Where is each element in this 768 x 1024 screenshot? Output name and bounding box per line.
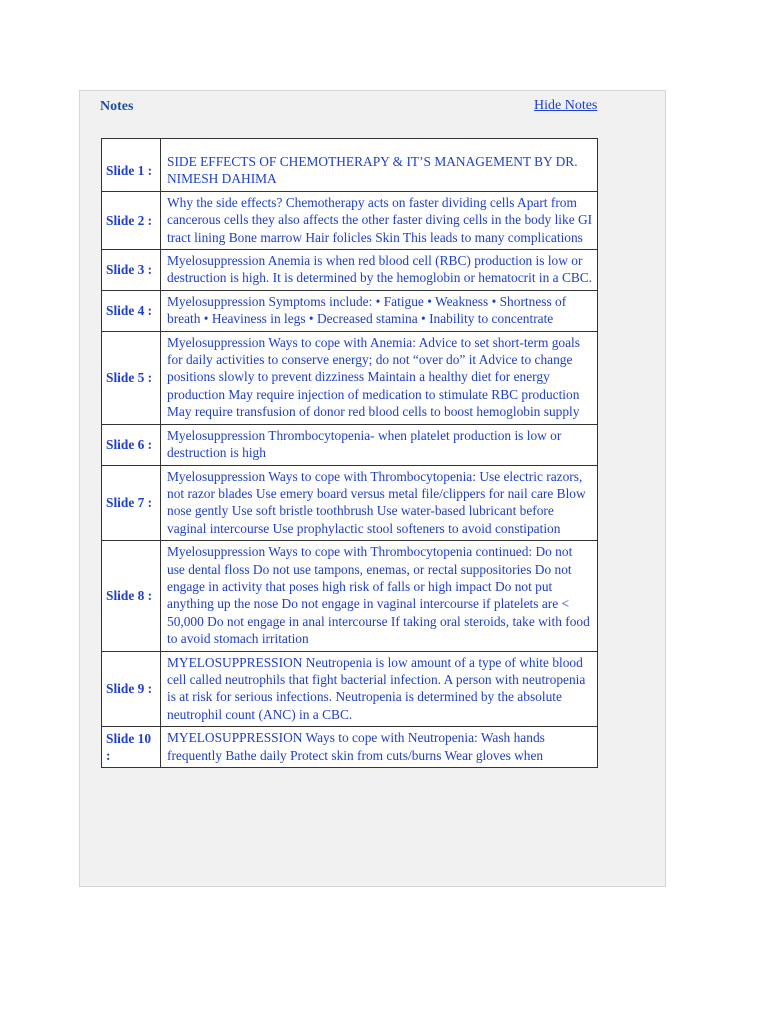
slide-note-text: Myelosuppression Anemia is when red blood cell (RBC) production is low or destruction is high. It is determined by the hemoglobin or hematocrit in a CBC. [161, 250, 598, 291]
notes-title: Notes [100, 99, 134, 114]
slide-label: Slide 1 : [102, 151, 161, 191]
table-row [102, 250, 598, 291]
hide-notes-link[interactable]: Hide Notes [534, 98, 598, 113]
table-row [102, 331, 598, 424]
slide-note-text: Myelosuppression Ways to cope with Thrombocytopenia continued: Do not use dental floss Do not use tampons, enemas, or rectal suppositories Do not engage in activity that poses high risk of falls or high impact Do not put anything up the nose Do not engage in vaginal intercourse if platelets are < 50,000 Do not engage in anal intercourse If taking oral steroids, take with food to avoid stomach irritation [161, 541, 598, 651]
slide-label: Slide 10 : [102, 727, 161, 768]
slide-label: Slide 4 : [102, 290, 161, 331]
slide-label: Slide 9 : [102, 651, 161, 727]
slide-note-text: MYELOSUPPRESSION Neutropenia is low amount of a type of white blood cell called neutrophils that fight bacterial infection. A person with neutropenia is at risk for serious infections. Neutropenia is determined by the absolute neutrophil count (ANC) in a CBC. [161, 651, 598, 727]
slide-notes-table [101, 138, 598, 768]
slide-note-text: Myelosuppression Ways to cope with Thrombocytopenia: Use electric razors, not razor blades Use emery board versus metal file/clippers for nail care Blow nose gently Use soft bristle toothbrush Use water-based lubricant before vaginal intercourse Use prophylactic stool softeners to avoid constipation [161, 465, 598, 541]
table-spacer-row [102, 139, 598, 152]
table-row [102, 541, 598, 651]
slide-note-text: Myelosuppression Thrombocytopenia- when platelet production is low or destruction is high [161, 424, 598, 465]
slide-label: Slide 6 : [102, 424, 161, 465]
table-row [102, 727, 598, 768]
table-row [102, 465, 598, 541]
spacer-cell [161, 139, 598, 152]
spacer-cell [102, 139, 161, 152]
slide-note-text: Myelosuppression Ways to cope with Anemia: Advice to set short-term goals for daily activities to conserve energy; do not “over do” it Advice to change positions slowly to prevent dizziness Maintain a healthy diet for energy production May require injection of medication to stimulate RBC production May require transfusion of donor red blood cells to boost hemoglobin supply [161, 331, 598, 424]
table-row [102, 191, 598, 249]
slide-label: Slide 2 : [102, 191, 161, 249]
slide-label: Slide 5 : [102, 331, 161, 424]
slide-label: Slide 8 : [102, 541, 161, 651]
table-row [102, 651, 598, 727]
slide-label: Slide 3 : [102, 250, 161, 291]
table-row [102, 424, 598, 465]
slide-label: Slide 7 : [102, 465, 161, 541]
table-row [102, 151, 598, 191]
notes-panel [79, 90, 666, 887]
table-row [102, 290, 598, 331]
slide-note-text: Myelosuppression Symptoms include: • Fatigue • Weakness • Shortness of breath • Heaviness in legs • Decreased stamina • Inability to concentrate [161, 290, 598, 331]
slide-note-text: Why the side effects? Chemotherapy acts on faster dividing cells Apart from cancerous cells they also affects the other faster diving cells in the body like GI tract lining Bone marrow Hair folicles Skin This leads to many complications [161, 191, 598, 249]
slide-note-text: SIDE EFFECTS OF CHEMOTHERAPY & IT’S MANAGEMENT BY DR. NIMESH DAHIMA [161, 151, 598, 191]
slide-note-text: MYELOSUPPRESSION Ways to cope with Neutropenia: Wash hands frequently Bathe daily Protect skin from cuts/burns Wear gloves when [161, 727, 598, 768]
